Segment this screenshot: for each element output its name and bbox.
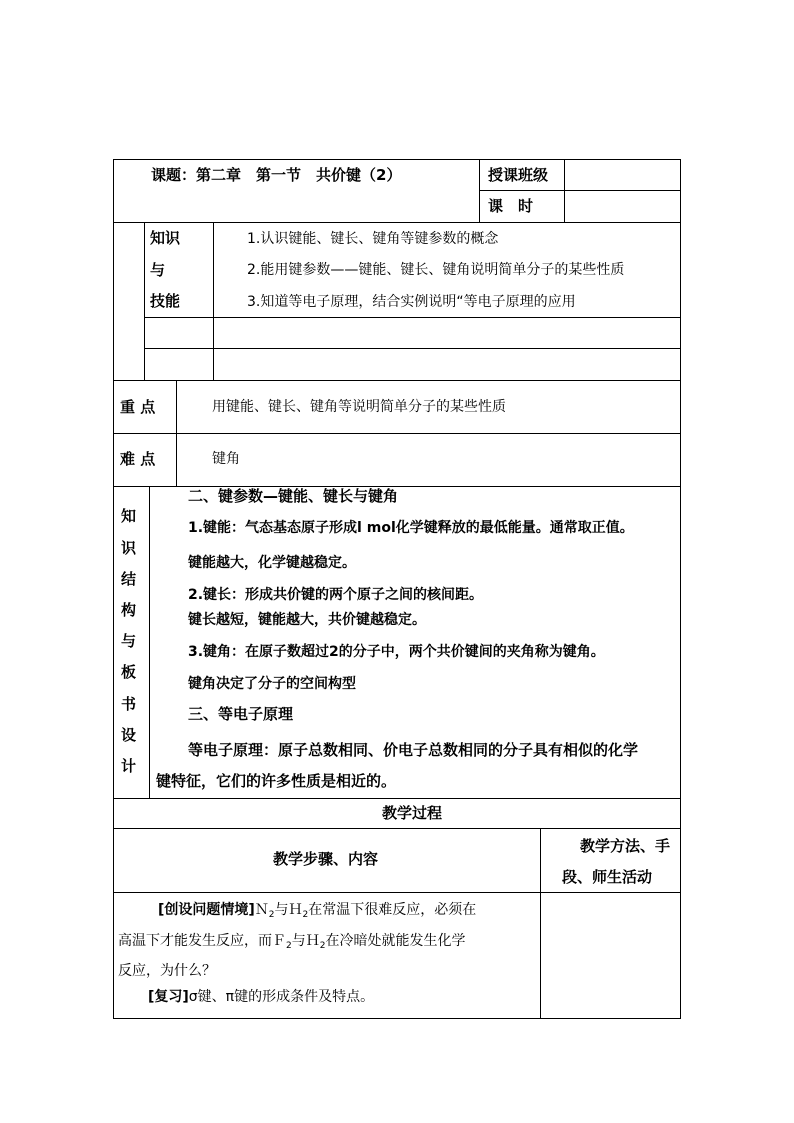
divider — [144, 317, 681, 318]
board-label-char: 知 — [121, 507, 137, 525]
divider — [113, 433, 681, 434]
scenario-line: [创设问题情境]Ｎ$_2$与Ｈ$_2$在常温下很难反应，必须在 — [158, 902, 477, 920]
board-label-char: 设 — [121, 726, 137, 744]
board-line: 键长越短，键能越大，共价键越稳定。 — [188, 612, 426, 628]
divider — [479, 190, 681, 191]
board-label-char: 构 — [121, 601, 137, 619]
divider — [113, 798, 681, 799]
table-border-left — [113, 159, 114, 1019]
col-methods-header: 段、师生活动 — [562, 868, 653, 886]
divider — [540, 828, 541, 1018]
board-line: 3.键角：在原子数超过2的分子中，两个共价键间的夹角称为键角。 — [188, 644, 605, 660]
board-line: 键角决定了分子的空间构型 — [188, 676, 356, 692]
scenario-line: 高温下才能发生反应，而Ｆ$_2$与Ｈ$_2$在冷暗处就能发生化学 — [118, 933, 466, 951]
board-label-char: 板 — [121, 663, 137, 681]
divider — [144, 222, 145, 380]
objective-category-line: 与 — [150, 261, 166, 279]
process-title: 教学过程 — [382, 804, 443, 822]
board-label-char: 与 — [121, 632, 137, 650]
board-line: 键能越大，化学键越稳定。 — [188, 555, 356, 571]
divider — [113, 380, 681, 381]
key-point-label: 重 点 — [120, 398, 156, 416]
objective-item: 1.认识键能、键长、键角等键参数的概念 — [247, 231, 499, 247]
divider — [113, 222, 681, 223]
col-methods-header: 教学方法、手 — [580, 837, 671, 855]
board-line: 三、等电子原理 — [188, 705, 294, 723]
objective-category-line: 知识 — [150, 229, 181, 247]
board-line: 二、键参数—键能、键长与键角 — [188, 487, 399, 505]
board-line: 2.键长：形成共价键的两个原子之间的核间距。 — [188, 587, 484, 603]
table-border-bottom — [113, 1018, 681, 1019]
lesson-title: 课题：第二章 第一节 共价键（2） — [151, 166, 402, 184]
board-line: 等电子原理：原子总数相同、价电子总数相同的分子具有相似的化学 — [188, 741, 639, 759]
board-label-char: 计 — [121, 757, 137, 775]
table-border-right — [680, 159, 681, 1019]
objective-item: 2.能用键参数——键能、键长、键角说明简单分子的某些性质 — [247, 262, 625, 278]
difficulty-text: 键角 — [212, 451, 240, 467]
class-label: 授课班级 — [488, 166, 549, 184]
divider — [213, 222, 214, 380]
table-border-top — [113, 159, 681, 160]
board-line: 键特征，它们的许多性质是相近的。 — [156, 772, 397, 790]
col-steps-header: 教学步骤、内容 — [273, 850, 379, 868]
objective-category-line: 技能 — [150, 292, 181, 310]
scenario-tag: [创设问题情境] — [158, 902, 255, 918]
divider — [144, 348, 681, 349]
key-point-text: 用键能、键长、键角等说明简单分子的某些性质 — [212, 399, 506, 415]
difficulty-label: 难 点 — [120, 450, 156, 468]
board-label-char: 结 — [121, 570, 137, 588]
objective-item: 3.知道等电子原理，结合实例说明“等电子原理的应用 — [247, 294, 576, 310]
board-label-char: 书 — [121, 695, 137, 713]
review-line: [复习]σ键、π键的形成条件及特点。 — [148, 989, 375, 1005]
board-label-char: 识 — [121, 539, 137, 557]
board-line: 1.键能：气态基态原子形成l mol化学键释放的最低能量。通常取正值。 — [188, 520, 634, 536]
scenario-line: 反应，为什么？ — [118, 963, 216, 979]
divider — [113, 828, 681, 829]
divider — [113, 892, 681, 893]
divider — [149, 486, 150, 799]
review-tag: [复习] — [148, 989, 189, 1005]
hours-label: 课 时 — [488, 197, 534, 215]
